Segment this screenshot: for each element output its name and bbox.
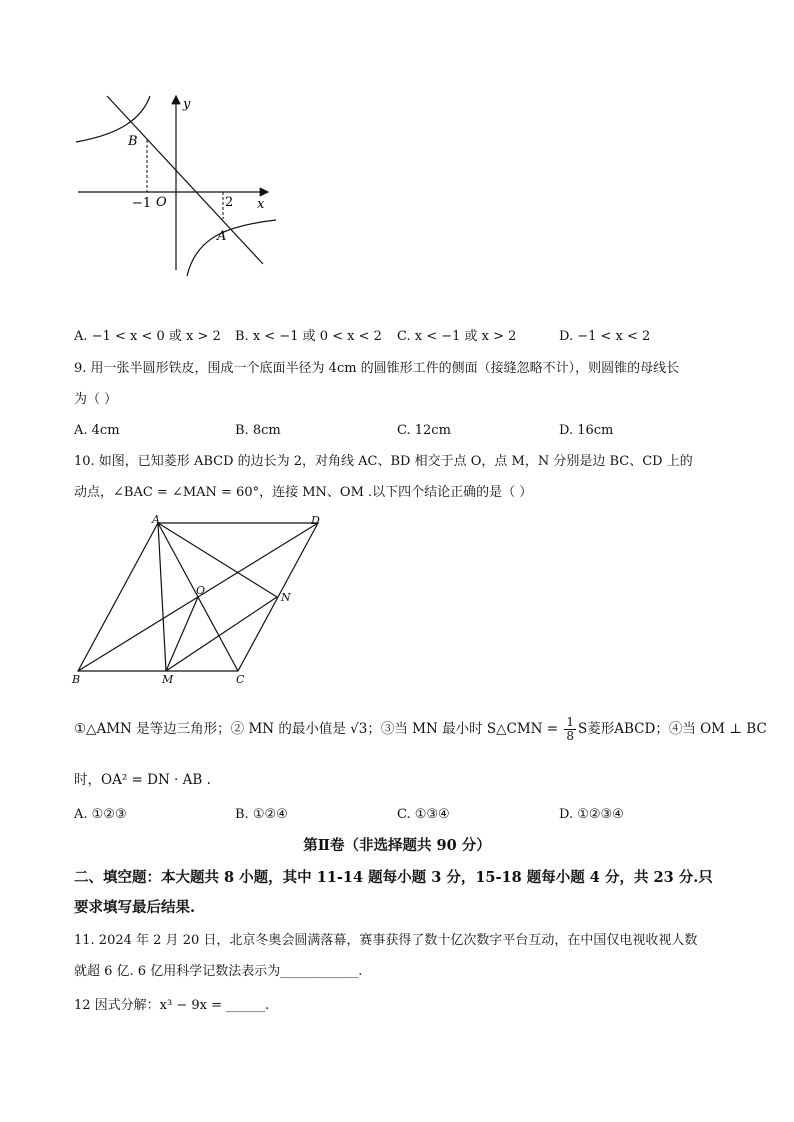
- fraction-denominator: 8: [566, 729, 574, 743]
- label-A: A: [217, 229, 227, 244]
- label-x: x: [257, 197, 265, 212]
- q11-text-line1: 11. 2024 年 2 月 20 日，北京冬奥会圆满落幕，赛事获得了数十亿次数字平台互动，在中国仅电视收视人数: [74, 933, 698, 948]
- q9-text-line2: 为（ ）: [74, 392, 118, 407]
- q10-statement-part1: ①△AMN 是等边三角形；② MN 的最小值是 √3；③当 MN 最小时 S△CMN =: [74, 721, 563, 737]
- q10-option-c: C. ①③④: [397, 807, 450, 822]
- q9-text-line1: 9. 用一张半圆形铁皮，围成一个底面半径为 4cm 的圆锥形工件的侧面（接缝忽略不计），则圆锥的母线长: [74, 361, 680, 376]
- fraction: [564, 716, 576, 743]
- fig-label-B: B: [72, 673, 81, 686]
- label-y: y: [183, 97, 191, 112]
- q9-option-c: C. 12cm: [397, 423, 451, 438]
- q10-text-line2: 动点，∠BAC = ∠MAN = 60°，连接 MN、OM .以下四个结论正确的是（ ）: [74, 485, 533, 500]
- q10-option-d: D. ①②③④: [559, 807, 624, 822]
- q8-option-a: A. −1 < x < 0 或 x > 2: [74, 329, 221, 344]
- fig-label-O: O: [196, 584, 206, 597]
- function-graph: [70, 88, 280, 278]
- segment-AM: [158, 523, 166, 671]
- q10-option-a: A. ①②③: [74, 807, 127, 822]
- section2-title: 第Ⅱ卷（非选择题共 90 分）: [303, 837, 491, 854]
- q10-statements-line2: 时，OA² = DN · AB .: [74, 772, 211, 788]
- q8-option-c: C. x < −1 或 x > 2: [397, 329, 517, 344]
- segment-AN: [158, 523, 277, 597]
- q10-text-line1: 10. 如图，已知菱形 ABCD 的边长为 2，对角线 AC、BD 相交于点 O，点 M，N 分别是边 BC、CD 上的: [74, 454, 693, 469]
- tick-2: 2: [225, 195, 234, 210]
- q10-option-b: B. ①②④: [235, 807, 288, 822]
- fig-label-C: C: [236, 673, 245, 686]
- q9-option-b: B. 8cm: [235, 423, 281, 438]
- fig-label-M: M: [162, 673, 174, 686]
- section2-heading-line1: 二、填空题：本大题共 8 小题，其中 11-14 题每小题 3 分，15-18 题每小题 4 分，共 23 分.只: [74, 869, 713, 886]
- tick-neg1: −1: [132, 196, 152, 211]
- section2-heading-line2: 要求填写最后结果.: [74, 899, 196, 916]
- q10-statements-line1: [74, 716, 767, 743]
- fraction-numerator: 1: [566, 715, 574, 729]
- rhombus-figure: [66, 513, 336, 688]
- hyperbola-branch-right: [187, 220, 276, 276]
- q9-option-d: D. 16cm: [559, 423, 614, 438]
- fig-label-D: D: [311, 514, 320, 527]
- q8-option-b: B. x < −1 或 0 < x < 2: [235, 329, 382, 344]
- fig-label-A: A: [152, 513, 160, 526]
- label-B: B: [128, 134, 138, 149]
- q12-text: 12 因式分解：x³ − 9x = ______.: [74, 998, 270, 1013]
- q8-option-d: D. −1 < x < 2: [559, 329, 651, 344]
- q10-statement-part2: S菱形ABCD；④当 OM ⊥ BC: [578, 721, 767, 737]
- q11-text-line2: 就超 6 亿. 6 亿用科学记数法表示为____________.: [74, 964, 363, 979]
- label-O: O: [156, 195, 167, 210]
- fig-label-N: N: [281, 591, 291, 604]
- q9-option-a: A. 4cm: [74, 423, 120, 438]
